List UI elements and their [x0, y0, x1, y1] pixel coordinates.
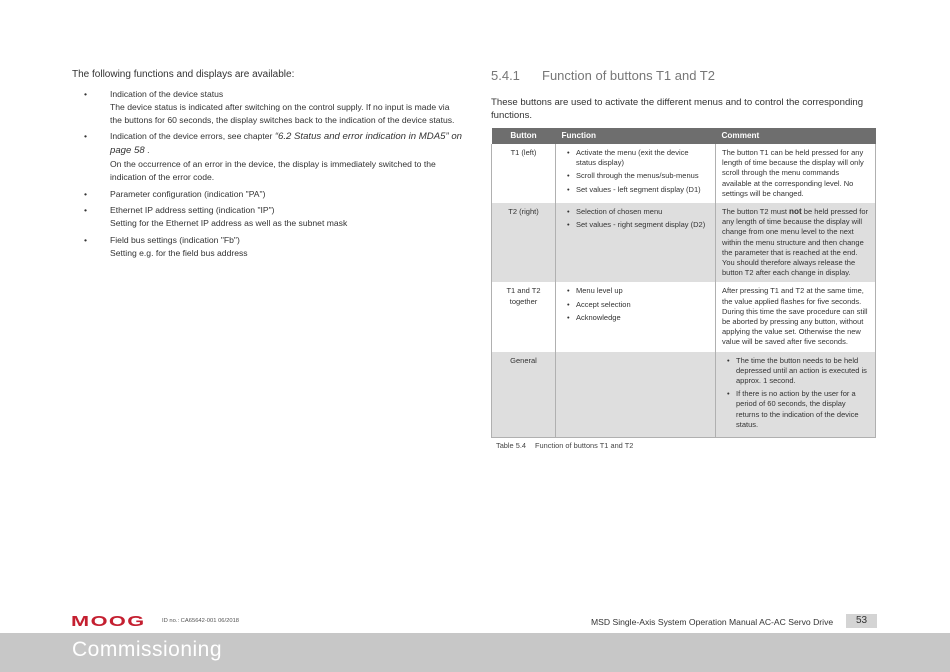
table-row — [492, 282, 876, 351]
left-column — [72, 69, 462, 264]
comment-emphasis: not — [788, 207, 802, 217]
comment-item: • The time the button needs to be held depressed until an action is executed is approx. 1 second. — [722, 356, 869, 387]
chapter-band — [0, 633, 950, 672]
button-cell: General — [492, 352, 556, 438]
list-item — [72, 234, 462, 260]
document-id: ID no.: CA65642-001 06/2018 — [162, 618, 240, 624]
button-cell: T1 (left) — [492, 144, 556, 203]
comment-item: • If there is no action by the user for a period of 60 seconds, the display returns to the indication of the device status. — [722, 389, 869, 430]
list-item — [72, 88, 462, 126]
function-list — [562, 286, 709, 323]
section-title: Function of buttons T1 and T2 — [542, 68, 715, 83]
function-item: • Acknowledge — [562, 313, 709, 323]
comment-cell — [716, 352, 876, 438]
buttons-table — [491, 128, 876, 438]
comment-text: be held pressed for any length of time because the display will change from one menu level to the next within the menu structure and then change the parameter that is reached at the end. You should therefore always release the button T2 after each change in display. — [722, 207, 869, 278]
function-cell — [556, 282, 716, 351]
function-cell — [556, 203, 716, 282]
item-title-suffix: . — [144, 145, 150, 156]
bullet-icon: • — [84, 89, 88, 99]
item-description: Setting for the Ethernet IP address as well as the subnet mask — [110, 218, 348, 229]
function-item: • Scroll through the menus/sub-menus — [562, 171, 709, 181]
item-title — [110, 130, 462, 158]
item-title: Parameter configuration (indication "PA") — [110, 188, 266, 199]
column-header-function: Function — [556, 128, 716, 144]
comment-cell — [716, 203, 876, 282]
caption-text: Function of buttons T1 and T2 — [535, 441, 634, 451]
function-cell — [556, 352, 716, 438]
table-row — [492, 203, 876, 282]
function-item: • Set values - left segment display (D1) — [562, 185, 709, 195]
comment-cell: The button T1 can be held pressed for any length of time because the display will only scroll through the menu commands available at the corresponding level. No settings will be changed. — [716, 144, 876, 203]
item-title: Field bus settings (indication "Fb") — [110, 234, 240, 245]
function-list — [562, 207, 709, 230]
intro-text: The following functions and displays are available: — [72, 69, 295, 80]
item-title: Indication of the device status — [110, 89, 224, 99]
function-list — [72, 88, 462, 260]
column-header-comment: Comment — [716, 128, 876, 144]
function-item: • Accept selection — [562, 300, 709, 310]
item-description: The device status is indicated after switching on the control supply. If no input is made via the buttons for 60 seconds, the display switches back to the indication of the device status. — [110, 101, 455, 125]
caption-number: Table 5.4 — [496, 441, 526, 451]
column-header-button: Button — [492, 128, 556, 144]
section-heading — [491, 68, 876, 83]
right-column — [491, 68, 876, 450]
comment-list — [722, 356, 869, 430]
function-cell — [556, 144, 716, 203]
moog-logo: MOOG — [71, 613, 146, 630]
bullet-icon: • — [84, 234, 88, 245]
button-cell: T1 and T2 together — [492, 282, 556, 351]
table-row — [492, 144, 876, 203]
function-item: • Activate the menu (exit the device status display) — [562, 148, 709, 168]
comment-cell: After pressing T1 and T2 at the same time, the value applied flashes for five seconds. During this time the save procedure can still be aborted by pressing any button, without applying the value set. Otherwise the new value will be saved after five seconds. — [716, 282, 876, 351]
item-title: Ethernet IP address setting (indication "IP") — [110, 205, 275, 216]
chapter-title: Commissioning — [72, 638, 223, 661]
table-row — [492, 352, 876, 438]
table-caption — [491, 441, 876, 450]
function-item: • Set values - right segment display (D2) — [562, 220, 709, 230]
item-description: Setting e.g. for the field bus address — [110, 247, 248, 258]
bullet-icon: • — [84, 188, 88, 199]
button-cell: T2 (right) — [492, 203, 556, 282]
section-lead: These buttons are used to activate the different menus and to control the corresponding functions. — [491, 97, 864, 121]
list-item — [72, 188, 462, 201]
chapter-reference-link[interactable]: “6.2 Status and error indication in MDA5” on page 58 — [110, 131, 462, 157]
function-item: • Selection of chosen menu — [562, 207, 709, 217]
section-number: 5.4.1 — [491, 68, 520, 83]
list-item — [72, 130, 462, 183]
comment-text: The button T2 must — [722, 207, 789, 217]
function-list — [562, 148, 709, 195]
bullet-icon: • — [84, 131, 88, 142]
item-title-prefix: Indication of the device errors, see chapter — [110, 131, 275, 142]
bullet-icon: • — [84, 205, 88, 216]
table-header-row — [492, 128, 876, 144]
list-item — [72, 204, 462, 230]
function-item: • Menu level up — [562, 286, 709, 296]
item-description: On the occurrence of an error in the device, the display is immediately switched to the indication of the error code. — [110, 158, 436, 182]
page-number: 53 — [846, 614, 877, 628]
manual-title: MSD Single-Axis System Operation Manual AC-AC Servo Drive — [591, 617, 834, 627]
